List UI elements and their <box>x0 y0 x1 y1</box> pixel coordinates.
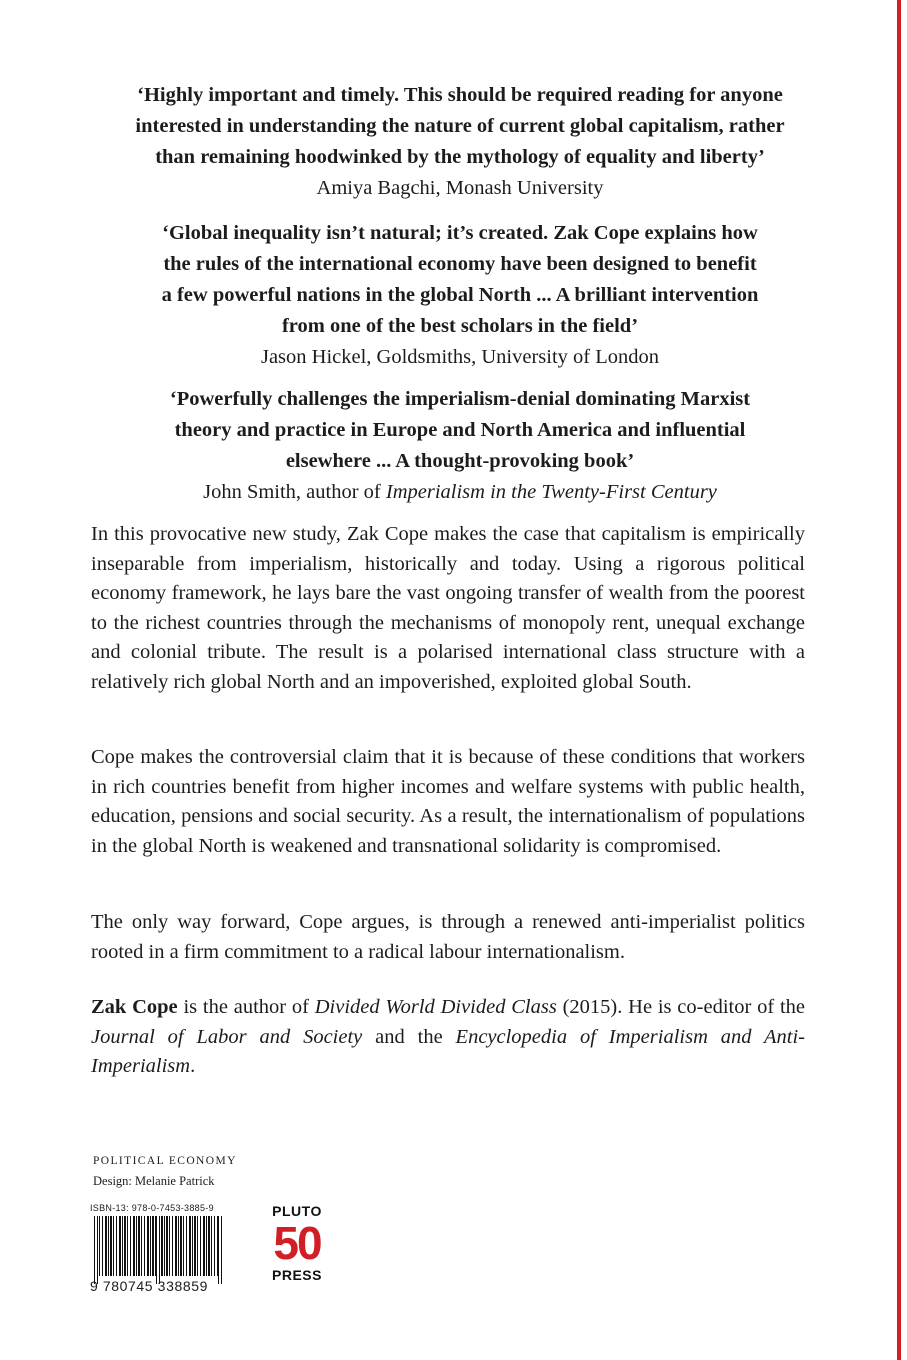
quote-attribution: Amiya Bagchi, Monash University <box>316 177 604 199</box>
spine-red-line <box>897 0 901 1360</box>
quote-text <box>80 384 840 477</box>
bio-journal-title: Journal of Labor and Society <box>91 1025 363 1048</box>
bio-book-title: Divided World Divided Class <box>314 996 557 1018</box>
attribution-book-title: Imperialism in the Twenty-First Century <box>385 481 717 503</box>
author-name: Zak Cope <box>91 996 178 1018</box>
quote-line: ‘Global inequality isn’t natural; it’s created. Zak Cope explains how <box>162 222 758 244</box>
quote-line: a few powerful nations in the global North ... A brilliant intervention <box>161 284 759 306</box>
subject-category: POLITICAL ECONOMY <box>93 1155 237 1167</box>
endorsement-quote-2 <box>80 218 840 373</box>
barcode-digits: 9 780745 338859 <box>90 1278 208 1294</box>
endorsement-quote-1 <box>80 80 840 204</box>
bio-text: . <box>190 1055 196 1077</box>
pluto-press-50-logo <box>257 1203 337 1289</box>
quote-line: the rules of the international economy have been designed to benefit <box>163 253 757 275</box>
blurb-paragraph-2: Cope makes the controversial claim that it is because of these conditions that workers in rich countries benefit from higher incomes and welfare systems with public health, education, pensions and social security. As a result, the internationalism of populations in the global North is weakened and transnational solidarity is compromised. <box>91 746 805 857</box>
quote-text <box>80 80 840 173</box>
attribution-prefix: John Smith, author of <box>203 481 386 503</box>
blurb-paragraph-3: The only way forward, Cope argues, is through a renewed anti-imperialist politics rooted in a firm commitment to a radical labour internationalism. <box>91 911 805 963</box>
quote-line: interested in understanding the nature of current global capitalism, rather <box>135 115 785 137</box>
isbn-label: ISBN-13: 978-0-7453-3885-9 <box>90 1203 214 1213</box>
quote-line: from one of the best scholars in the field’ <box>281 315 639 337</box>
quote-line: theory and practice in Europe and North America and influential <box>174 419 746 441</box>
quote-attribution: Jason Hickel, Goldsmiths, University of London <box>260 346 659 368</box>
design-credit: Design: Melanie Patrick <box>93 1174 215 1188</box>
logo-number: 50 <box>273 1217 321 1269</box>
author-bio <box>91 993 805 1082</box>
bio-text: and the <box>362 1025 456 1048</box>
endorsement-quote-3 <box>80 384 840 508</box>
logo-top-text: PLUTO <box>272 1203 322 1219</box>
isbn-barcode <box>90 1203 225 1293</box>
barcode-guard <box>218 1216 222 1284</box>
quote-line: than remaining hoodwinked by the mythology of equality and liberty’ <box>155 146 765 168</box>
bio-encyclopedia-title: Encyclopedia of Imperialism and Anti-Imperialism <box>91 1025 805 1077</box>
blurb-paragraph-1: In this provocative new study, Zak Cope makes the case that capitalism is empirically inseparable from imperialism, historically and today. Using a rigorous political economy framework, he lays bare the vast ongoing transfer of wealth from the poorest to the richest countries through the mechanisms of monopoly rent, unequal exchange and colonial tribute. The result is a polarised international class structure with a relatively rich global North and an impoverished, exploited global South. <box>91 523 805 693</box>
barcode-guard <box>94 1216 98 1284</box>
bio-text: (2015). He is co-editor of the <box>556 996 805 1018</box>
barcode-bars <box>94 1216 222 1276</box>
quote-line: ‘Powerfully challenges the imperialism-denial dominating Marxist <box>169 388 751 410</box>
barcode-guard <box>156 1216 160 1284</box>
quote-line: elsewhere ... A thought-provoking book’ <box>285 450 635 472</box>
quote-attribution <box>80 477 840 508</box>
quote-text <box>80 218 840 342</box>
logo-bottom-text: PRESS <box>272 1267 322 1283</box>
quote-line: ‘Highly important and timely. This should be required reading for anyone <box>137 84 783 106</box>
bio-text: is the author of <box>177 996 315 1018</box>
